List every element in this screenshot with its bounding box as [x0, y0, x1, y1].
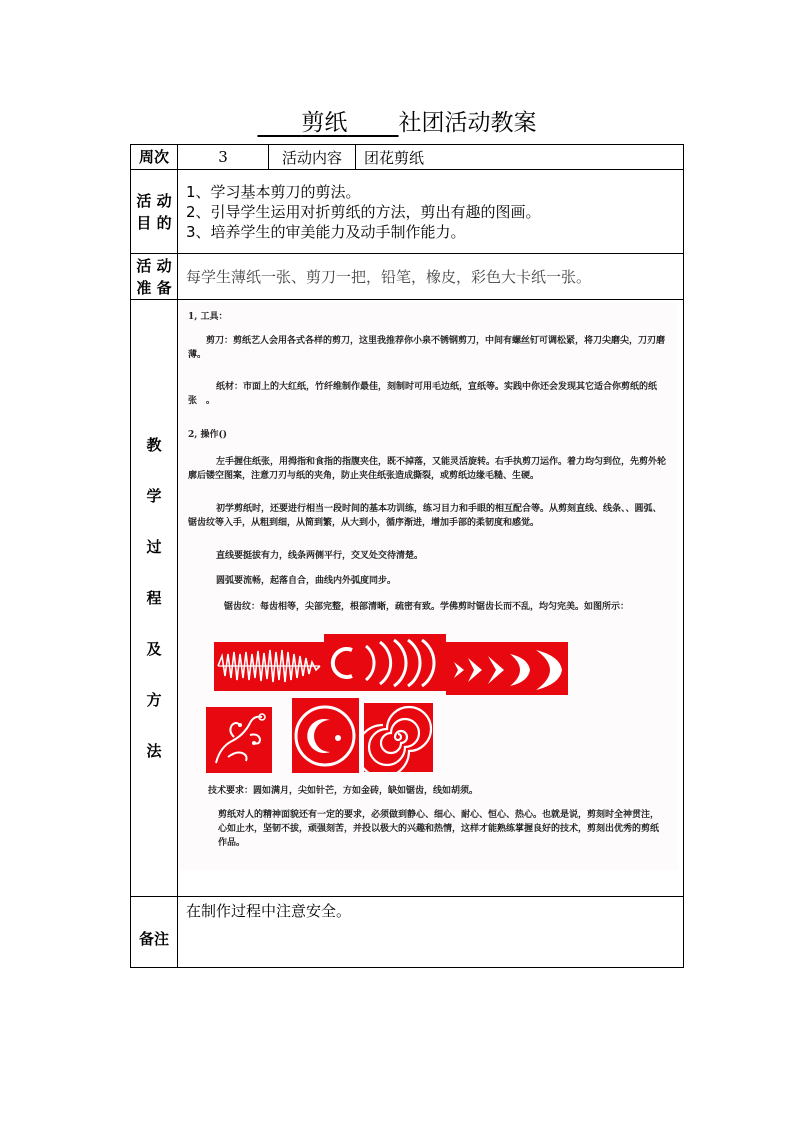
swirl-cut-image: [206, 707, 272, 773]
title-subject-underlined: 剪纸: [301, 110, 348, 136]
week-value: 3: [178, 145, 269, 170]
prep-text: 每学生薄纸一张、剪刀一把，铅笔，橡皮，彩色大卡纸一张。: [178, 254, 684, 300]
page-title: [0, 104, 794, 137]
process-row: [131, 300, 684, 897]
technique-text: 技术要求：圆如满月，尖如针芒，方如金砖，缺如锯齿，线如胡须。: [208, 786, 479, 796]
scanned-instructions: [180, 302, 678, 870]
spiral-cut-image: [364, 703, 433, 772]
arc-cut-image: [324, 634, 446, 691]
section-tools-title: 1, 工具：: [188, 312, 228, 322]
goal-item: 2、引导学生运用对折剪纸的方法，剪出有趣的图画。: [186, 202, 541, 221]
title-suffix: 社团活动教案: [398, 110, 537, 136]
content-label: 活动内容: [269, 145, 356, 170]
week-label: 周次: [131, 145, 178, 170]
sawtooth-text: 锯齿纹：每齿相等，尖部完整，根部清晰，疏密有致。学佛剪时锯齿长而不乱，均匀完美。如图所示：: [224, 602, 630, 612]
lesson-plan-table: [130, 144, 684, 968]
prep-label: 活 动 准 备: [131, 254, 178, 300]
spirit-text: 剪纸对人的精神面貌还有一定的要求，必须做到静心、细心、耐心、恒心、热心。也就是说，剪刻时全神贯注，心如止水，坚韧不拔，顽强刻苦，并投以极大的兴趣和热情，这样才能熟练掌握良好的技术，剪刻出优秀的剪纸作品。: [218, 810, 660, 848]
notes-label: 备注: [131, 897, 178, 968]
line-rule-text: 直线要挺拔有力，线条两侧平行，交叉处交待清楚。: [216, 551, 424, 561]
goal-item: 1、学习基本剪刀的剪法。: [186, 182, 361, 201]
chevron-cut-image: [446, 642, 568, 695]
section-operation-title: 2, 操作(): [188, 430, 228, 440]
goal-item: 3、培养学生的审美能力及动手制作能力。: [186, 222, 466, 241]
beginner-text: 初学剪纸时，还要进行相当一段时间的基本功训练，练习目力和手眼的相互配合等。从剪刻直线、线条、、圆弧、锯齿纹等入手，从粗到细，从简到繁，从大到小，循序渐进，增加手部的柔韧度和感觉。: [188, 504, 662, 528]
scissors-text: 剪刀：剪纸艺人会用各式各样的剪刀，这里我推荐你小泉不锈钢剪刀，中间有螺丝钉可调松紧，将刀尖磨尖，刀刃磨薄。: [188, 336, 666, 360]
process-label: 教 学 过 程 及 方 法: [131, 300, 178, 897]
header-row: [131, 145, 684, 170]
paper-text: 纸材：市面上的大红纸，竹纤维制作最佳，刻制时可用毛边纸，宣纸等。实践中你还会发现其它适合你剪纸的纸张 。: [188, 382, 658, 406]
goals-list: [178, 170, 684, 254]
arc-rule-text: 圆弧要流畅，起落自合，曲线内外弧度同步。: [216, 576, 397, 586]
goals-label: 活 动 目 的: [131, 170, 178, 254]
goals-row: [131, 170, 684, 254]
notes-row: [131, 897, 684, 968]
moon-cut-image: [292, 698, 359, 773]
process-content: [178, 300, 684, 897]
content-value: 团花剪纸: [356, 145, 684, 170]
prep-row: [131, 254, 684, 300]
notes-text: 在制作过程中注意安全。: [178, 897, 684, 968]
zigzag-cut-image: [214, 642, 324, 691]
operation-text: 左手握住纸张，用拇指和食指的指腹夹住，既不掉落，又能灵活旋转。右手执剪刀运作。着力均匀到位，先剪外轮廓后镂空图案，注意刀刃与纸的夹角，防止夹住纸张造成撕裂，或剪纸边缘毛糙、生硬。: [188, 457, 667, 481]
